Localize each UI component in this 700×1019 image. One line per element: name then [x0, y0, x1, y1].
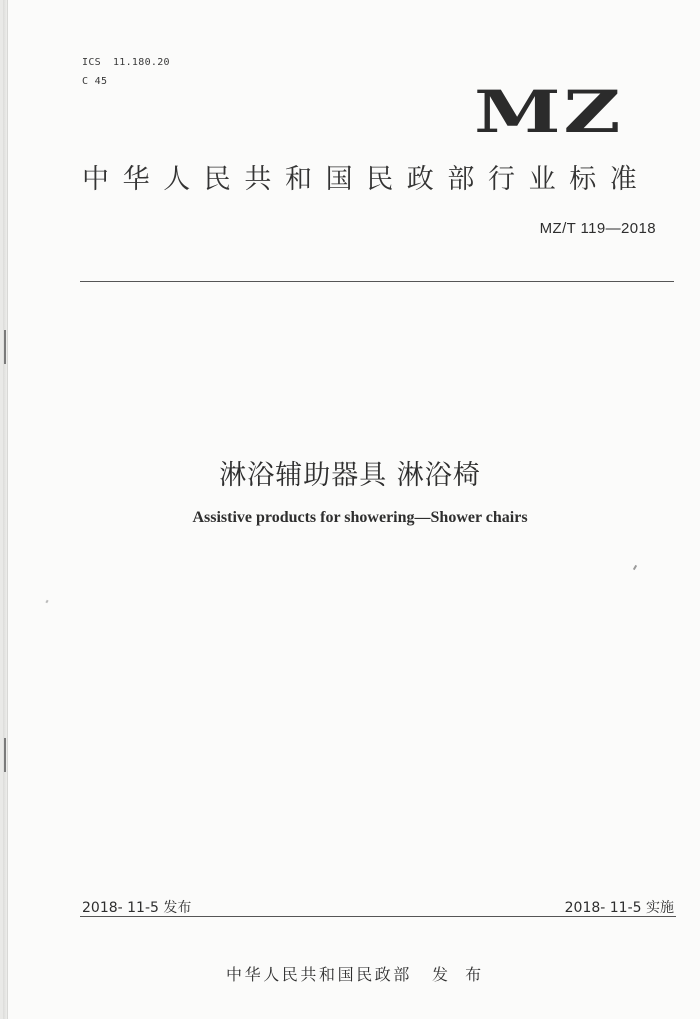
document-title-chinese: 淋浴辅助器具 淋浴椅 [219, 460, 481, 491]
ics-classification [82, 57, 170, 68]
implementation-date: 2018- 11-5 实施 [564, 900, 674, 916]
scan-mark [4, 738, 6, 772]
ics-code: 11.180.20 [112, 57, 170, 68]
issue-action: 发 布 [432, 965, 488, 984]
footer-divider [80, 916, 676, 917]
document-title-english: Assistive products for showering—Shower chairs [192, 509, 528, 526]
standard-category-title: 中华人民共和国民政部行业标准 [82, 164, 651, 195]
ccs-classification: C 45 [82, 76, 108, 87]
scan-mark [4, 330, 6, 364]
mz-logo: MZ [474, 78, 624, 146]
issuer-name: 中华人民共和国民政部 [226, 965, 413, 984]
header-divider [80, 281, 674, 282]
ics-label: ICS [82, 57, 101, 68]
standard-number: MZ/T 119—2018 [539, 220, 656, 237]
release-date: 2018- 11-5 发布 [82, 900, 192, 916]
issuing-authority [226, 962, 487, 985]
